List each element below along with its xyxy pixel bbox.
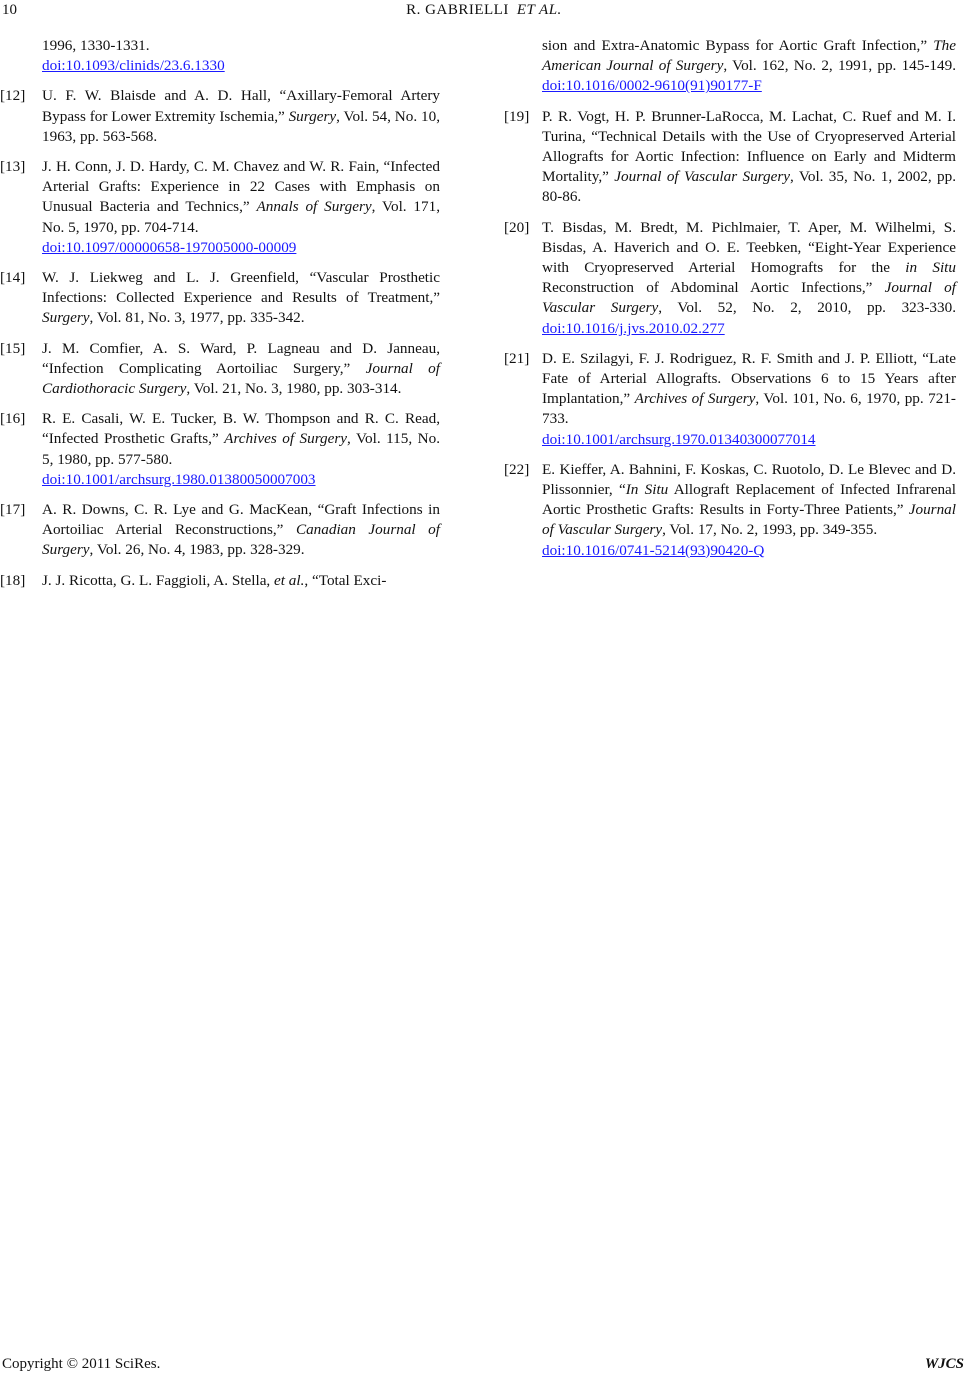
doi-link[interactable]: doi:10.1001/archsurg.1980.01380050007003 [42,470,316,488]
doi-link[interactable]: doi:10.1097/00000658-197005000-00009 [42,238,297,256]
reference-segment: Allograft Replacement of Infected Infrarenal Aortic Prosthetic Grafts: Results in Forty-Three Patients,” [542,481,957,519]
reference-number: [18] [0,571,26,589]
reference-entry [0,500,440,561]
reference-italic: Journal of Vascular Surgery [614,168,790,186]
reference-text [42,409,440,490]
reference-continuation [8,36,440,76]
reference-number: [15] [0,339,26,357]
reference-number: [19] [504,107,530,125]
reference-segment: D. E. Szilagyi, F. J. Rodriguez, R. F. Smith and J. P. Elliott, “Late Fate of Arterial Allografts. Observations 6 to 15 Years after Implantation,” [542,349,956,408]
reference-italic: Journal of Vascular Surgery [542,501,956,539]
reference-segment: A. R. Downs, C. R. Lye and G. MacKean, “Graft Infections in Aortoiliac Arterial Reconstructions,” [42,501,440,539]
left-column [0,36,441,601]
reference-text [42,500,440,561]
doi-link[interactable]: doi:10.1093/clinids/23.6.1330 [42,57,225,75]
reference-italic: Journal of Vascular Surgery [542,279,956,317]
reference-italic: Canadian Journal of Surgery [42,521,440,559]
right-column [504,36,957,571]
reference-entry [504,107,957,208]
reference-italic: Annals of Surgery [256,198,372,216]
reference-segment: , Vol. 52, No. 2, 2010, pp. 323-330. [658,299,956,317]
reference-segment: T. Bisdas, M. Bredt, M. Pichlmaier, T. Aper, M. Wilhelmi, S. Bisdas, A. Haverich and O. E. Teebken, “Eight-Year Experience with Cryopreserved Arterial Homografts for the [542,218,956,277]
reference-text [42,36,440,76]
reference-entry [504,460,957,561]
reference-entry [0,268,440,329]
reference-italic: et al. [274,571,305,589]
reference-segment: J. M. Comfier, A. S. Ward, P. Lagneau and D. Janneau, “Infection Complicating Aortoiliac Surgery,” [42,339,440,377]
reference-entry [504,349,956,450]
reference-number: [14] [0,269,26,287]
running-authors: R. GABRIELLI [406,2,509,18]
reference-entry [0,86,440,147]
running-et-al: ET AL. [516,2,562,18]
reference-text [542,107,956,208]
reference-segment: , Vol. 101, No. 6, 1970, pp. 721-733. [542,390,956,428]
doi-link[interactable]: doi:10.1001/archsurg.1970.01340300077014 [542,430,816,448]
reference-number: [13] [0,158,26,176]
reference-entry [0,339,440,400]
reference-text [42,157,440,258]
reference-segment: J. H. Conn, J. D. Hardy, C. M. Chavez and W. R. Fain, “Infected Arterial Grafts: Experience in 22 Cases with Emphasis on Unusual Bacteria and Technics,” [42,158,440,216]
reference-text [42,86,440,147]
reference-text [542,460,956,561]
reference-segment: , Vol. 171, No. 5, 1970, pp. 704-714. [42,198,440,236]
reference-italic: Surgery [288,107,337,125]
reference-segment: , Vol. 17, No. 2, 1993, pp. 349-355. [662,521,878,539]
reference-segment: , Vol. 81, No. 3, 1977, pp. 335-342. [89,309,305,327]
copyright-notice: Copyright © 2011 SciRes. [2,1356,161,1372]
reference-segment: , Vol. 26, No. 4, 1983, pp. 328-329. [89,541,305,559]
page-header [0,2,968,24]
reference-text [542,349,956,450]
reference-entry [0,571,440,591]
reference-segment: , Vol. 54, No. 10, 1963, pp. 563-568. [42,107,440,145]
reference-italic: Journal of Cardiothoracic Surgery [42,359,440,398]
reference-italic: The American Journal of Surgery [542,37,956,75]
page-footer [0,1356,968,1378]
reference-segment: J. J. Ricotta, G. L. Faggioli, A. Stella, [42,571,275,589]
reference-text [42,339,440,400]
reference-segment: E. Kieffer, A. Bahnini, F. Koskas, C. Ruotolo, D. Le Blevec and D. Plissonnier, “ [542,460,956,499]
reference-entry [504,218,956,339]
reference-entry [0,409,441,490]
doi-link[interactable]: doi:10.1016/0002-9610(91)90177-F [542,77,762,95]
reference-segment: sion and Extra-Anatomic Bypass for Aortic Graft Infection,” [542,37,934,54]
doi-link[interactable]: doi:10.1016/0741-5214(93)90420-Q [542,541,765,559]
reference-number: [12] [0,87,26,105]
journal-abbrev: WJCS [924,1356,964,1372]
reference-segment: , Vol. 35, No. 1, 2002, pp. 80-86. [542,168,957,206]
reference-italic: Archives of Surgery [224,430,348,448]
reference-continuation [508,36,956,97]
reference-text [42,268,440,329]
page-number: 10 [2,2,17,18]
reference-text [542,218,956,339]
reference-segment: 1996, 1330-1331. [42,37,150,54]
reference-text [42,571,440,591]
reference-italic: In Situ [625,481,669,499]
reference-number: [21] [504,349,530,367]
reference-segment: R. E. Casali, W. E. Tucker, B. W. Thompson and R. C. Read, “Infected Prosthetic Grafts,” [42,410,440,448]
reference-segment: W. J. Liekweg and L. J. Greenfield, “Vascular Prosthetic Infections: Collected Experience and Results of Treatment,” [42,269,440,307]
reference-number: [17] [0,501,26,519]
reference-italic: in Situ [905,259,956,277]
reference-italic: Surgery [42,309,90,327]
reference-number: [16] [0,410,26,428]
reference-segment: U. F. W. Blaisde and A. D. Hall, “Axillary-Femoral Artery Bypass for Lower Extremity Ischemia,” [42,87,440,125]
running-title [0,2,968,19]
reference-segment: , Vol. 115, No. 5, 1980, pp. 577-580. [42,430,441,468]
reference-segment: P. R. Vogt, H. P. Brunner-LaRocca, M. Lachat, C. Ruef and M. I. Turina, “Technical Details with the Use of Cryopreserved Arterial Allografts for Aortic Infection: Influence on Early and Midterm Mortality,” [542,107,956,186]
doi-link[interactable]: doi:10.1016/j.jvs.2010.02.277 [542,319,725,337]
reference-text [542,36,956,97]
reference-segment: , Vol. 21, No. 3, 1980, pp. 303-314. [186,380,402,398]
reference-segment: , “Total Exci- [304,571,387,589]
reference-segment: Reconstruction of Abdominal Aortic Infections,” [542,279,885,297]
reference-entry [0,157,440,258]
reference-number: [20] [504,218,530,236]
reference-number: [22] [504,460,530,478]
reference-segment: , Vol. 162, No. 2, 1991, pp. 145-149. [723,57,956,75]
reference-italic: Archives of Surgery [634,390,756,408]
